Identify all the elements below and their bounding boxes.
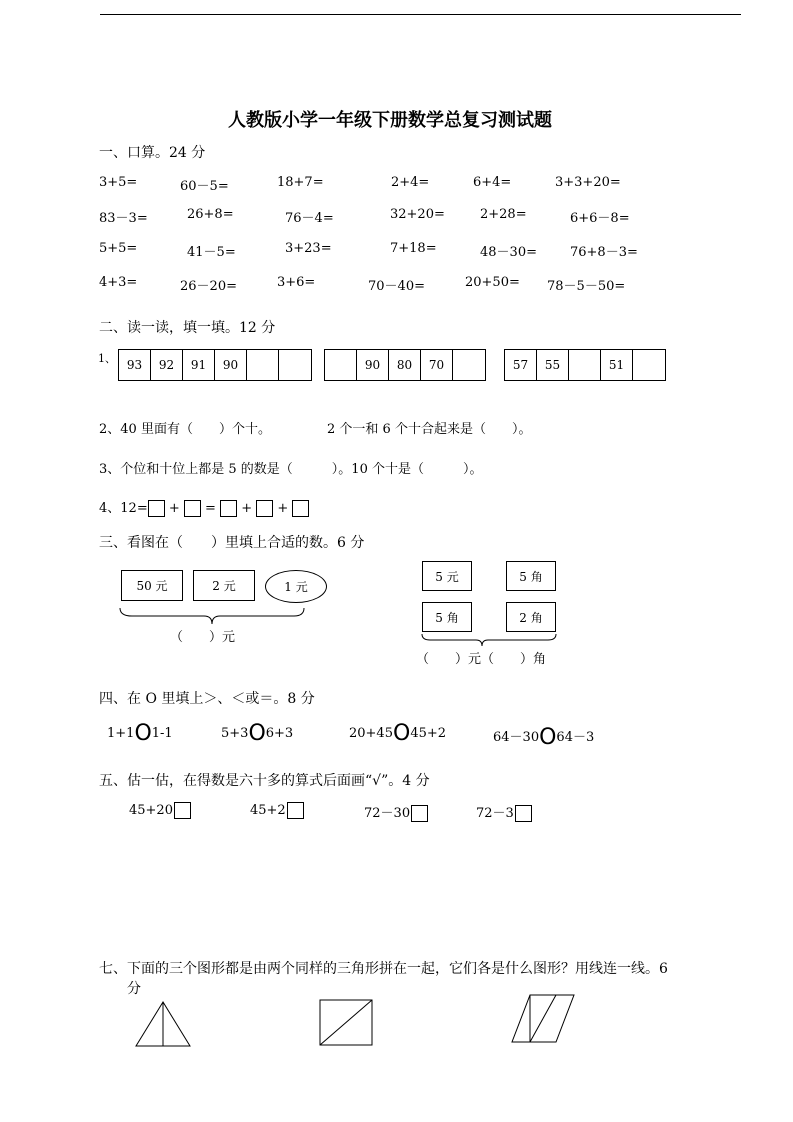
money-box-5-jiao-top: 5 角 xyxy=(506,561,556,591)
compare-item xyxy=(349,721,447,746)
left-brace xyxy=(118,606,308,628)
parallelogram-shape xyxy=(506,992,578,1052)
equals-sign: = xyxy=(205,501,216,516)
calc-item: 2+28= xyxy=(480,207,527,222)
calc-item: 83－3= xyxy=(99,211,148,226)
estimate-expression: 72－30 xyxy=(364,806,411,821)
calc-item: 26－20= xyxy=(180,279,237,294)
number-cell: 80 xyxy=(389,350,421,380)
calc-item: 7+18= xyxy=(390,241,437,256)
compare-right: 1-1 xyxy=(151,726,173,741)
plus-sign: + xyxy=(241,501,253,516)
blank-cell[interactable] xyxy=(325,350,357,380)
section-5-heading: 五、估一估，在得数是六十多的算式后面画“√”。4 分 xyxy=(99,773,430,789)
question-2a: 2、40 里面有（ ）个十。 xyxy=(99,422,271,437)
blank-cell[interactable] xyxy=(247,350,279,380)
compare-circle[interactable]: O xyxy=(134,721,152,746)
compare-circle[interactable]: O xyxy=(539,725,557,750)
number-cell: 91 xyxy=(183,350,215,380)
check-box[interactable] xyxy=(287,802,304,819)
number-sequence-3 xyxy=(504,349,666,381)
compare-circle[interactable]: O xyxy=(392,721,411,746)
triangle-shape xyxy=(134,1000,194,1054)
calc-item: 20+50= xyxy=(465,275,520,290)
compare-left: 20+45 xyxy=(349,726,393,741)
calc-item: 70－40= xyxy=(368,279,425,294)
estimate-item xyxy=(476,802,532,822)
compare-right: 45+2 xyxy=(410,726,447,741)
right-brace xyxy=(420,633,560,649)
section-3-heading: 三、看图在（ ）里填上合适的数。6 分 xyxy=(99,535,365,551)
calc-item: 5+5= xyxy=(99,241,138,256)
calc-item: 3+5= xyxy=(99,175,138,190)
number-cell: 90 xyxy=(357,350,389,380)
compare-item xyxy=(221,721,294,746)
money-box-5-yuan: 5 元 xyxy=(422,561,472,591)
estimate-expression: 45+20 xyxy=(129,803,173,818)
question-4 xyxy=(99,497,309,517)
section-4-heading: 四、在 O 里填上＞、＜或＝。8 分 xyxy=(99,691,315,707)
blank-cell[interactable] xyxy=(633,350,665,380)
estimate-expression: 72－3 xyxy=(476,806,514,821)
plus-sign: + xyxy=(277,501,289,516)
compare-left: 64－30 xyxy=(493,730,540,745)
plus-sign: + xyxy=(168,501,180,516)
check-box[interactable] xyxy=(411,805,428,822)
section-7-heading-line1: 七、下面的三个图形都是由两个同样的三角形拼在一起，它们各是什么图形？用线连一线。6 xyxy=(99,961,668,977)
number-cell: 51 xyxy=(601,350,633,380)
blank-cell[interactable] xyxy=(569,350,601,380)
section-7-heading-line2: 分 xyxy=(127,981,141,997)
calc-item: 6+4= xyxy=(473,175,512,190)
number-sequence-1 xyxy=(118,349,312,381)
number-cell: 57 xyxy=(505,350,537,380)
section-1-heading: 一、口算。24 分 xyxy=(99,145,206,161)
estimate-item xyxy=(250,802,304,819)
number-cell: 93 xyxy=(119,350,151,380)
answer-box[interactable] xyxy=(292,500,309,517)
blank-cell[interactable] xyxy=(279,350,311,380)
number-cell: 92 xyxy=(151,350,183,380)
calc-item: 32+20= xyxy=(390,207,445,222)
answer-box[interactable] xyxy=(256,500,273,517)
money-box-50-yuan: 50 元 xyxy=(121,570,183,601)
compare-item xyxy=(493,725,595,750)
number-sequence-2 xyxy=(324,349,486,381)
check-box[interactable] xyxy=(174,802,191,819)
calc-item: 3+23= xyxy=(285,241,332,256)
compare-left: 5+3 xyxy=(221,726,249,741)
calc-item: 48－30= xyxy=(480,245,537,260)
q1-label: 1、 xyxy=(98,352,116,365)
compare-right: 6+3 xyxy=(265,726,294,741)
answer-box[interactable] xyxy=(220,500,237,517)
calc-item: 3+3+20= xyxy=(555,175,621,190)
calc-item: 76+8－3= xyxy=(570,245,638,260)
calc-item: 2+4= xyxy=(391,175,430,190)
page-title: 人教版小学一年级下册数学总复习测试题 xyxy=(228,110,552,131)
calc-item: 60－5= xyxy=(180,179,229,194)
compare-circle[interactable]: O xyxy=(248,721,266,746)
compare-item xyxy=(107,721,173,746)
calc-item: 78－5－50= xyxy=(547,279,626,294)
calc-item: 3+6= xyxy=(277,275,316,290)
money-box-2-jiao: 2 角 xyxy=(506,602,556,632)
compare-left: 1+1 xyxy=(107,726,135,741)
blank-cell[interactable] xyxy=(453,350,485,380)
section-2-heading: 二、读一读，填一填。12 分 xyxy=(99,320,276,336)
right-answer: （ ）元（ ）角 xyxy=(416,652,547,667)
money-box-2-yuan: 2 元 xyxy=(193,570,255,601)
number-cell: 70 xyxy=(421,350,453,380)
question-4-prefix: 4、12= xyxy=(99,501,148,516)
compare-right: 64－3 xyxy=(556,730,595,745)
left-answer: （ ）元 xyxy=(170,630,236,645)
header-rule xyxy=(100,14,741,15)
number-cell: 90 xyxy=(215,350,247,380)
answer-box[interactable] xyxy=(148,500,165,517)
answer-box[interactable] xyxy=(184,500,201,517)
number-cell: 55 xyxy=(537,350,569,380)
question-2b: 2 个一和 6 个十合起来是（ ）。 xyxy=(327,422,532,437)
check-box[interactable] xyxy=(515,805,532,822)
calc-item: 76－4= xyxy=(285,211,334,226)
estimate-expression: 45+2 xyxy=(250,803,286,818)
calc-item: 6+6－8= xyxy=(570,211,630,226)
calc-item: 4+3= xyxy=(99,275,138,290)
calc-item: 41－5= xyxy=(187,245,236,260)
estimate-item xyxy=(129,802,191,819)
question-3: 3、个位和十位上都是 5 的数是（ ）。10 个十是（ ）。 xyxy=(99,462,483,477)
estimate-item xyxy=(364,802,428,822)
square-shape xyxy=(314,992,378,1052)
money-oval-1-yuan: 1 元 xyxy=(265,570,327,603)
calc-item: 26+8= xyxy=(187,207,234,222)
money-box-5-jiao: 5 角 xyxy=(422,602,472,632)
calc-item: 18+7= xyxy=(277,175,324,190)
